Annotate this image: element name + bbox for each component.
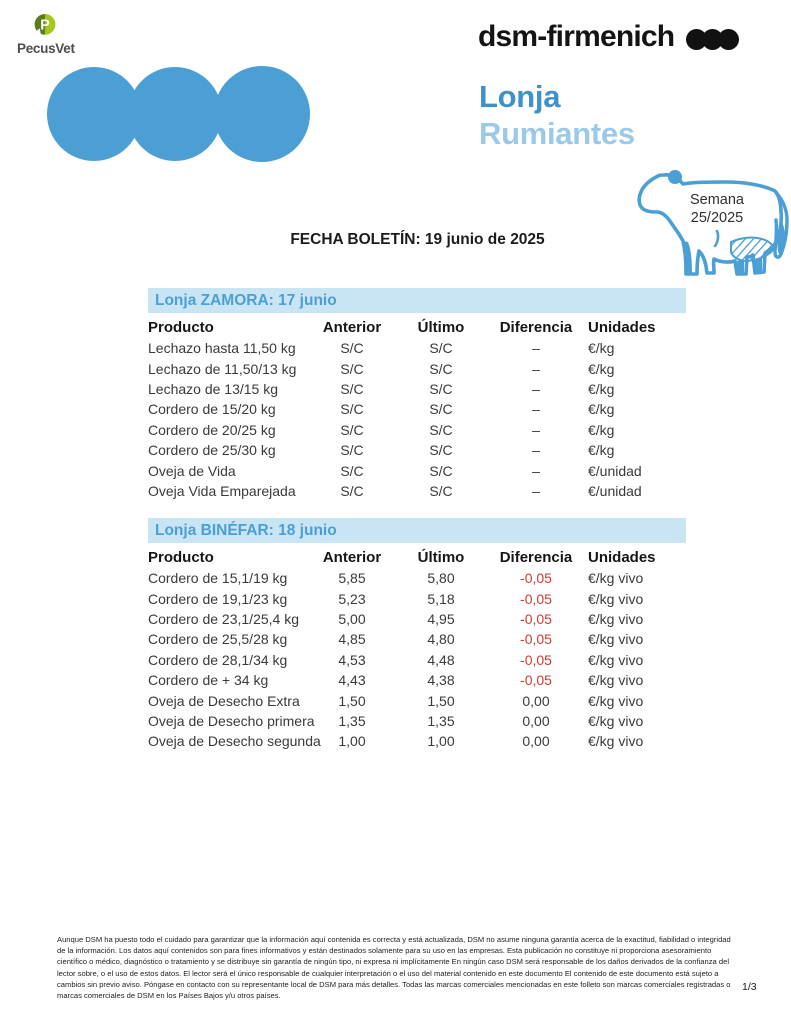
pecusvet-logo: [17, 12, 73, 56]
table-cell: €/kg vivo: [588, 692, 644, 709]
table-cell: S/C: [429, 442, 453, 459]
table-cell: Cordero de 28,1/34 kg: [148, 651, 288, 668]
table-cell: -0,05: [520, 570, 552, 587]
table-cell: S/C: [340, 360, 364, 377]
blue-circle-icon: [128, 67, 222, 161]
table-title: Lonja ZAMORA: 17 junio: [148, 288, 686, 313]
table-cell: Cordero de 23,1/25,4 kg: [148, 610, 299, 627]
table-cell: -0,05: [520, 610, 552, 627]
table-row: [148, 338, 686, 358]
table-cell: Oveja de Desecho segunda: [148, 733, 321, 750]
table-cell: –: [532, 380, 540, 397]
blue-circle-icon: [47, 67, 141, 161]
table-cell: –: [532, 421, 540, 438]
zamora-table: [148, 288, 686, 501]
table-cell: €/kg: [588, 442, 615, 459]
table-cell: Cordero de 19,1/23 kg: [148, 590, 288, 607]
table-cell: –: [532, 482, 540, 499]
table-cell: 4,80: [427, 631, 455, 648]
table-cell: S/C: [429, 401, 453, 418]
binefar-table: [148, 518, 686, 752]
table-cell: S/C: [340, 462, 364, 479]
week-badge: [662, 192, 772, 227]
blue-circle-icon: [214, 66, 310, 162]
table-cell: Cordero de 25,5/28 kg: [148, 631, 288, 648]
table-cell: 4,95: [427, 610, 455, 627]
table-cell: S/C: [429, 421, 453, 438]
table-cell: Oveja de Desecho Extra: [148, 692, 300, 709]
column-header-diferencia: Diferencia: [499, 549, 573, 566]
dsm-firmenich-logo: [478, 20, 739, 54]
table-row: [148, 629, 686, 649]
table-cell: S/C: [429, 360, 453, 377]
table-cell: –: [532, 340, 540, 357]
table-cell: S/C: [429, 340, 453, 357]
column-header-anterior: Anterior: [322, 549, 382, 566]
table-cell: 4,38: [427, 672, 455, 689]
table-row: [148, 399, 686, 419]
table-cell: Oveja de Vida: [148, 462, 236, 479]
table-cell: 5,23: [338, 590, 366, 607]
column-header-ultimo: Último: [417, 549, 465, 566]
table-cell: -0,05: [520, 672, 552, 689]
table-cell: €/kg vivo: [588, 712, 644, 729]
table-cell: 1,50: [338, 692, 366, 709]
table-cell: €/unidad: [588, 482, 642, 499]
table-cell: Lechazo de 11,50/13 kg: [148, 360, 297, 377]
table-row: [148, 358, 686, 378]
table-cell: -0,05: [520, 631, 552, 648]
table-header-row: [148, 317, 686, 338]
table-cell: €/kg vivo: [588, 733, 644, 750]
pecusvet-logo-text: PecusVet: [17, 41, 75, 56]
table-row: [148, 670, 686, 690]
table-cell: S/C: [340, 442, 364, 459]
table-cell: S/C: [340, 340, 364, 357]
pecusvet-logo-icon: [32, 12, 58, 38]
table-cell: 5,00: [338, 610, 366, 627]
table-cell: 4,85: [338, 631, 366, 648]
bulletin-date: FECHA BOLETÍN: 19 junio de 2025: [290, 231, 545, 248]
dsm-firmenich-logo-text: dsm-firmenich: [478, 20, 675, 53]
table-cell: €/kg: [588, 360, 615, 377]
table-cell: 0,00: [522, 733, 550, 750]
table-cell: S/C: [340, 421, 364, 438]
table-cell: 5,18: [427, 590, 455, 607]
table-cell: S/C: [429, 482, 453, 499]
table-cell: 4,53: [338, 651, 366, 668]
table-cell: S/C: [340, 380, 364, 397]
table-row: [148, 690, 686, 710]
table-cell: S/C: [340, 482, 364, 499]
table-cell: 1,00: [427, 733, 455, 750]
table-cell: S/C: [429, 462, 453, 479]
table-cell: Cordero de 25/30 kg: [148, 442, 276, 459]
table-cell: 1,35: [427, 712, 455, 729]
cow-sketch-icon: [636, 162, 791, 280]
disclaimer-text: Aunque DSM ha puesto todo el cuidado para garantizar que la información aquí contenida es correcta y está actualizada, DSM no asume ninguna garantía acerca de la exactitud, fiabilidad o integridad de la información. Los datos aquí contenidos son para fines informativos y están destinados solamente para su uso en las empresas. Esta publicación no constituye ni proporciona asesoramiento científico o médico, diagnóstico o tratamiento y se distribuye sin garantía de ningún tipo, ni expresa ni implícitamente En ningún caso DSM será responsable de los daños derivados de la confianza del lector sobre, o el uso de estos datos. El lector será el único responsable de cualquier interpretación o el uso del material contenido en este documento El contenido de este documento está sujeto a cambios sin previo aviso. Póngase en contacto con su representante local de DSM para más detalles. Todas las marcas comerciales mencionadas en este folleto son marcas comerciales registradas o marcas comerciales de DSM en los Países Bajos y/u otros países.: [57, 935, 731, 1001]
table-cell: Oveja de Desecho primera: [148, 712, 315, 729]
table-row: [148, 609, 686, 629]
table-cell: €/kg vivo: [588, 631, 644, 648]
column-header-producto: Producto: [148, 549, 214, 566]
table-cell: S/C: [429, 380, 453, 397]
table-cell: €/kg vivo: [588, 590, 644, 607]
table-row: [148, 379, 686, 399]
table-row: [148, 420, 686, 440]
table-cell: 4,43: [338, 672, 366, 689]
table-cell: €/kg vivo: [588, 651, 644, 668]
column-header-unidades: Unidades: [588, 319, 656, 336]
table-cell: Cordero de 15/20 kg: [148, 401, 276, 418]
week-label: Semana: [689, 192, 744, 208]
table-row: [148, 731, 686, 751]
table-cell: €/kg: [588, 401, 615, 418]
table-cell: Oveja Vida Emparejada: [148, 482, 296, 499]
table-cell: 1,00: [338, 733, 366, 750]
table-row: [148, 460, 686, 480]
table-cell: €/kg: [588, 380, 615, 397]
table-cell: 0,00: [522, 712, 550, 729]
table-cell: -0,05: [520, 590, 552, 607]
column-header-ultimo: Último: [417, 319, 465, 336]
table-cell: –: [532, 401, 540, 418]
table-cell: 5,85: [338, 570, 366, 587]
page-title-line1: Lonja: [479, 79, 561, 114]
table-cell: Lechazo hasta 11,50 kg: [148, 340, 296, 357]
table-cell: Cordero de 20/25 kg: [148, 421, 276, 438]
table-cell: Cordero de + 34 kg: [148, 672, 269, 689]
table-body: [148, 338, 686, 501]
table-row: [148, 481, 686, 501]
table-title: Lonja BINÉFAR: 18 junio: [148, 518, 686, 543]
table-cell: €/kg vivo: [588, 570, 644, 587]
table-row: [148, 588, 686, 608]
table-header-row: [148, 547, 686, 568]
column-header-diferencia: Diferencia: [499, 319, 573, 336]
column-header-unidades: Unidades: [588, 549, 656, 566]
page-number: 1/3: [742, 981, 757, 993]
table-cell: 1,35: [338, 712, 366, 729]
table-body: [148, 568, 686, 752]
table-cell: –: [532, 360, 540, 377]
table-cell: 1,50: [427, 692, 455, 709]
table-cell: 0,00: [522, 692, 550, 709]
table-cell: €/kg: [588, 340, 615, 357]
table-cell: Cordero de 15,1/19 kg: [148, 570, 288, 587]
table-cell: S/C: [340, 401, 364, 418]
table-cell: €/kg vivo: [588, 610, 644, 627]
table-row: [148, 568, 686, 588]
table-cell: €/unidad: [588, 462, 642, 479]
table-cell: 5,80: [427, 570, 455, 587]
column-header-producto: Producto: [148, 319, 214, 336]
table-row: [148, 650, 686, 670]
table-cell: Lechazo de 13/15 kg: [148, 380, 278, 397]
table-cell: €/kg vivo: [588, 672, 644, 689]
dsm-logo-dots-icon: [686, 29, 739, 50]
table-row: [148, 711, 686, 731]
week-number: 25/2025: [690, 209, 744, 226]
svg-text:P: P: [40, 17, 50, 34]
table-cell: –: [532, 462, 540, 479]
table-row: [148, 440, 686, 460]
table-cell: €/kg: [588, 421, 615, 438]
table-cell: –: [532, 442, 540, 459]
table-cell: -0,05: [520, 651, 552, 668]
page-title-line2: Rumiantes: [479, 116, 635, 151]
column-header-anterior: Anterior: [322, 319, 382, 336]
table-cell: 4,48: [427, 651, 455, 668]
